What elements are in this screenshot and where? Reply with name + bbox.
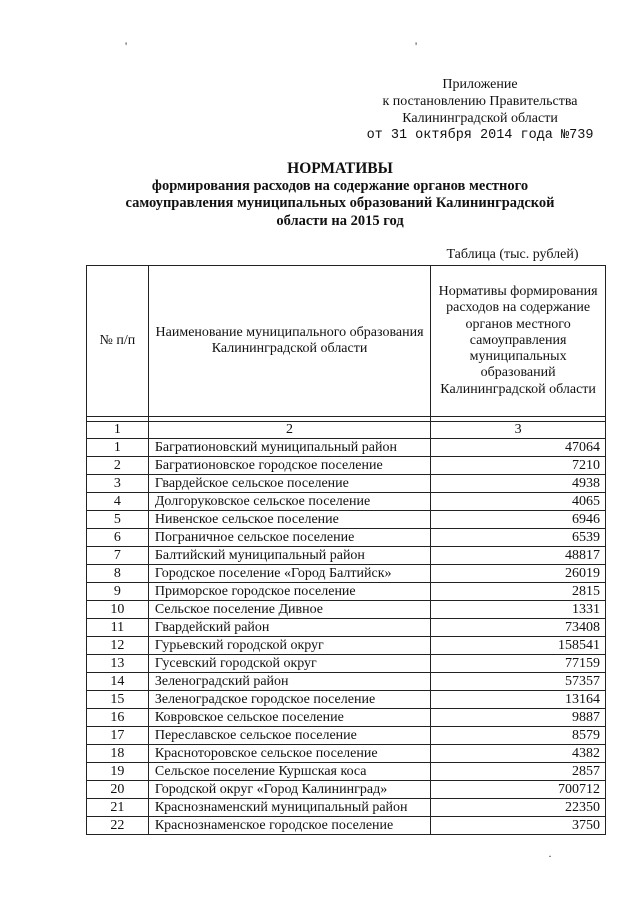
row-municipality-name: Балтийский муниципальный район: [148, 547, 430, 565]
row-norm-value: 73408: [431, 619, 606, 637]
row-number: 11: [87, 619, 149, 637]
column-number: 2: [148, 422, 430, 439]
row-municipality-name: Городской округ «Город Калининград»: [148, 781, 430, 799]
row-municipality-name: Зеленоградское городское поселение: [148, 691, 430, 709]
row-number: 15: [87, 691, 149, 709]
row-municipality-name: Краснознаменское городское поселение: [148, 817, 430, 835]
row-norm-value: 4938: [431, 475, 606, 493]
header-norm: Нормативы формирования расходов на содержание органов местного самоуправления муниципальных образований Калининградской области: [431, 266, 606, 417]
column-number: 1: [87, 422, 149, 439]
row-number: 21: [87, 799, 149, 817]
row-number: 3: [87, 475, 149, 493]
table-row: [87, 583, 606, 601]
row-norm-value: 6539: [431, 529, 606, 547]
appendix-title: Приложение: [442, 77, 518, 92]
row-municipality-name: Нивенское сельское поселение: [148, 511, 430, 529]
row-municipality-name: Багратионовское городское поселение: [148, 457, 430, 475]
row-number: 13: [87, 655, 149, 673]
table-row: [87, 619, 606, 637]
table-row: [87, 727, 606, 745]
row-norm-value: 77159: [431, 655, 606, 673]
norms-table: [86, 265, 606, 835]
column-number: 3: [431, 422, 606, 439]
row-norm-value: 700712: [431, 781, 606, 799]
heading-line-3: области на 2015 год: [276, 212, 404, 229]
row-municipality-name: Городское поселение «Город Балтийск»: [148, 565, 430, 583]
row-municipality-name: Багратионовский муниципальный район: [148, 439, 430, 457]
row-norm-value: 8579: [431, 727, 606, 745]
table-row: [87, 601, 606, 619]
row-number: 7: [87, 547, 149, 565]
appendix-date: от 31 октября 2014 года №739: [366, 128, 594, 143]
row-number: 9: [87, 583, 149, 601]
row-municipality-name: Краснознаменский муниципальный район: [148, 799, 430, 817]
row-number: 8: [87, 565, 149, 583]
table-header-row: [87, 266, 606, 417]
row-municipality-name: Зеленоградский район: [148, 673, 430, 691]
row-norm-value: 22350: [431, 799, 606, 817]
row-municipality-name: Ковровское сельское поселение: [148, 709, 430, 727]
row-number: 6: [87, 529, 149, 547]
row-number: 12: [87, 637, 149, 655]
table-row: [87, 475, 606, 493]
table-row: [87, 493, 606, 511]
heading-title: НОРМАТИВЫ: [287, 160, 393, 177]
row-municipality-name: Красноторовское сельское поселение: [148, 745, 430, 763]
row-number: 19: [87, 763, 149, 781]
row-number: 4: [87, 493, 149, 511]
row-norm-value: 4065: [431, 493, 606, 511]
row-norm-value: 9887: [431, 709, 606, 727]
table-unit-label: Таблица (тыс. рублей): [446, 247, 579, 262]
row-number: 18: [87, 745, 149, 763]
header-number: № п/п: [87, 266, 149, 417]
row-number: 14: [87, 673, 149, 691]
table-row: [87, 457, 606, 475]
row-municipality-name: Сельское поселение Куршская коса: [148, 763, 430, 781]
row-norm-value: 4382: [431, 745, 606, 763]
row-norm-value: 2815: [431, 583, 606, 601]
row-norm-value: 26019: [431, 565, 606, 583]
appendix-block: [360, 76, 600, 144]
table-row: [87, 529, 606, 547]
table-row: [87, 709, 606, 727]
row-norm-value: 57357: [431, 673, 606, 691]
table-row: [87, 763, 606, 781]
row-number: 22: [87, 817, 149, 835]
appendix-region: Калининградской области: [402, 111, 558, 126]
row-municipality-name: Гвардейский район: [148, 619, 430, 637]
row-number: 2: [87, 457, 149, 475]
row-municipality-name: Гурьевский городской округ: [148, 637, 430, 655]
row-municipality-name: Переславское сельское поселение: [148, 727, 430, 745]
column-number-row: [87, 422, 606, 439]
document-page: ' ' · Приложение к постановлению Правительства Калининградской области от 31 октября 2014 года №739 НОРМАТИВЫ формирования расходов на содержание органов местного самоуправления муниципальных образований Калининградской области на 2015 год Таблица (тыс. рублей) № п/п Наименование муниципального образования Калининградской области Нормативы формирования расходов на содержание органов местного самоуправления муниципальных образований Калининградской области 1 2 3 1 Багратионовский муниципальный район 47064 2 Багратионовское городское поселение 7210 3 Гвардейское сельское поселение 4938 4 Долгоруковское сельское поселение 4065 5 Нивенское сельское поселение 6946 6 Пограничное сельское поселение 6539 7 Балтийский муниципальный район 48817 8 Городское поселение «Город Балтийск» 26019 9 Приморское городское поселение 2815 10 Сельское поселение Дивное 1331 11 Гвардейский район 73408 12 Гурьевский городской округ 158541 13 Гусевский городской округ 77159 14 Зеленоградский район 57357 15 Зеленоградское городское поселение 13164 16 Ковровское сельское поселение 9887 17 Переславское сельское поселение 8579 18 Красноторовское сельское поселение 4382 19 Сельское поселение Куршская коса 2857 20 Городской округ «Город Калининград» 700712 21 Краснознаменский муниципальный район 22350 22 Краснознаменское городское поселение 3750: [0, 0, 640, 905]
row-number: 20: [87, 781, 149, 799]
row-number: 1: [87, 439, 149, 457]
row-norm-value: 3750: [431, 817, 606, 835]
table-row: [87, 637, 606, 655]
table-row: [87, 673, 606, 691]
row-municipality-name: Гусевский городской округ: [148, 655, 430, 673]
row-municipality-name: Приморское городское поселение: [148, 583, 430, 601]
row-number: 17: [87, 727, 149, 745]
row-norm-value: 48817: [431, 547, 606, 565]
table-row: [87, 799, 606, 817]
row-norm-value: 158541: [431, 637, 606, 655]
appendix-decree: к постановлению Правительства: [382, 94, 578, 109]
row-municipality-name: Гвардейское сельское поселение: [148, 475, 430, 493]
row-number: 10: [87, 601, 149, 619]
table-row: [87, 547, 606, 565]
table-row: [87, 511, 606, 529]
table-row: [87, 745, 606, 763]
table-row: [87, 817, 606, 835]
row-norm-value: 13164: [431, 691, 606, 709]
table-row: [87, 439, 606, 457]
row-municipality-name: Сельское поселение Дивное: [148, 601, 430, 619]
document-heading: [80, 160, 600, 230]
row-norm-value: 1331: [431, 601, 606, 619]
row-norm-value: 2857: [431, 763, 606, 781]
row-municipality-name: Долгоруковское сельское поселение: [148, 493, 430, 511]
row-municipality-name: Пограничное сельское поселение: [148, 529, 430, 547]
table-row: [87, 565, 606, 583]
table-row: [87, 655, 606, 673]
header-municipality: Наименование муниципального образования Калининградской области: [148, 266, 430, 417]
heading-line-2: самоуправления муниципальных образований Калининградской: [125, 195, 555, 211]
row-norm-value: 7210: [431, 457, 606, 475]
row-norm-value: 6946: [431, 511, 606, 529]
table-row: [87, 781, 606, 799]
row-number: 16: [87, 709, 149, 727]
table-row: [87, 691, 606, 709]
row-number: 5: [87, 511, 149, 529]
row-norm-value: 47064: [431, 439, 606, 457]
heading-line-1: формирования расходов на содержание органов местного: [151, 177, 529, 194]
